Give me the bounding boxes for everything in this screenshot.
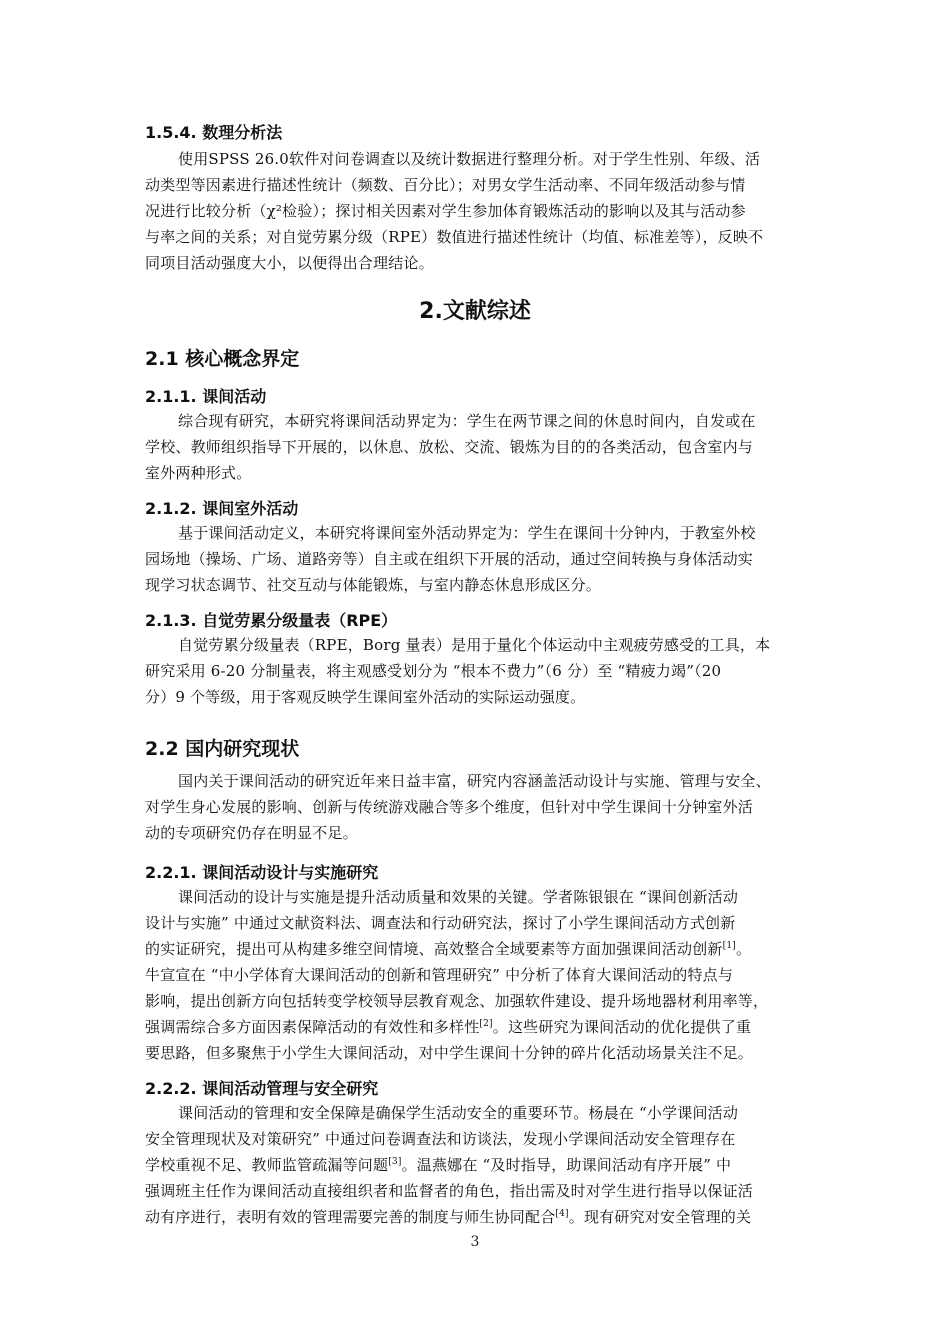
paragraph-line: 动的专项研究仍存在明显不足。	[145, 824, 358, 842]
paragraph-line: 课间活动的设计与实施是提升活动质量和效果的关键。学者陈银银在 “课间创新活动	[178, 888, 739, 906]
paragraph-text: 动有序进行，表明有效的管理需要完善的制度与师生协同配合	[145, 1208, 556, 1226]
section-heading-2-1-1: 2.1.1. 课间活动	[145, 387, 267, 406]
paragraph-line: 动类型等因素进行描述性统计（频数、百分比）；对男女学生活动率、不同年级活动参与情	[145, 176, 746, 194]
paragraph-line: 自觉劳累分级量表（RPE，Borg 量表）是用于量化个体运动中主观疲劳感受的工具，本	[178, 636, 771, 654]
chapter-title: 2.文献综述	[419, 299, 531, 324]
paragraph-line: 对学生身心发展的影响、创新与传统游戏融合等多个维度，但针对中学生课间十分钟室外活	[145, 798, 754, 816]
section-heading-2-1: 2.1 核心概念界定	[145, 348, 300, 370]
paragraph-line	[145, 938, 810, 959]
paragraph-text: 。	[735, 940, 752, 958]
paragraph-line: 牛宣宣在 “中小学体育大课间活动的创新和管理研究” 中分析了体育大课间活动的特点与	[145, 966, 734, 984]
page-number: 3	[470, 1234, 480, 1250]
paragraph-line	[145, 1154, 810, 1175]
paragraph-line: 现学习状态调节、社交互动与体能锻炼，与室内静态休息形成区分。	[145, 576, 602, 594]
paragraph-line: 学校、教师组织指导下开展的，以休息、放松、交流、锻炼为目的的各类活动，包含室内与	[145, 438, 754, 456]
paragraph-line: 基于课间活动定义，本研究将课间室外活动界定为：学生在课间十分钟内，于教室外校	[178, 524, 756, 542]
paragraph-line: 设计与实施” 中通过文献资料法、调查法和行动研究法，探讨了小学生课间活动方式创新	[145, 914, 736, 932]
paragraph-text: 。现有研究对安全管理的关	[568, 1208, 752, 1226]
section-heading-2-1-3: 2.1.3. 自觉劳累分级量表（RPE）	[145, 611, 398, 630]
paragraph-line: 与率之间的关系；对自觉劳累分级（RPE）数值进行描述性统计（均值、标准差等），反映不	[145, 228, 764, 246]
citation-ref-4[interactable]: [4]	[555, 1209, 569, 1219]
paragraph-text: 学校重视不足、教师监管疏漏等问题	[145, 1156, 389, 1174]
paragraph-text: 。这些研究为课间活动的优化提供了重	[492, 1018, 752, 1036]
paragraph-line: 同项目活动强度大小，以便得出合理结论。	[145, 254, 434, 272]
section-heading-2-2-2: 2.2.2. 课间活动管理与安全研究	[145, 1079, 379, 1098]
section-heading-1-5-4: 1.5.4. 数理分析法	[145, 123, 283, 142]
paragraph-text: 强调需综合多方面因素保障活动的有效性和多样性	[145, 1018, 480, 1036]
paragraph-line: 安全管理现状及对策研究” 中通过问卷调查法和访谈法，发现小学课间活动安全管理存在	[145, 1130, 736, 1148]
paragraph-line: 影响，提出创新方向包括转变学校领导层教育观念、加强软件建设、提升场地器材利用率等，	[145, 992, 769, 1010]
paragraph-line	[145, 1016, 810, 1037]
paragraph-line: 分）9 个等级，用于客观反映学生课间室外活动的实际运动强度。	[145, 688, 586, 706]
paragraph-text: 。温燕娜在 “及时指导，助课间活动有序开展” 中	[401, 1156, 732, 1174]
section-heading-2-1-2: 2.1.2. 课间室外活动	[145, 499, 299, 518]
paragraph-line: 况进行比较分析（χ²检验）；探讨相关因素对学生参加体育锻炼活动的影响以及其与活动参	[145, 202, 746, 220]
paragraph-line: 要思路，但多聚焦于小学生大课间活动，对中学生课间十分钟的碎片化活动场景关注不足。	[145, 1044, 754, 1062]
paragraph-line: 使用SPSS 26.0软件对问卷调查以及统计数据进行整理分析。对于学生性别、年级、活	[178, 150, 761, 168]
paragraph-line: 课间活动的管理和安全保障是确保学生活动安全的重要环节。杨晨在 “小学课间活动	[178, 1104, 739, 1122]
paragraph-line: 强调班主任作为课间活动直接组织者和监督者的角色，指出需及时对学生进行指导以保证活	[145, 1182, 754, 1200]
section-heading-2-2-1: 2.2.1. 课间活动设计与实施研究	[145, 863, 379, 882]
paragraph-line: 综合现有研究，本研究将课间活动界定为：学生在两节课之间的休息时间内，自发或在	[178, 412, 756, 430]
paragraph-text: 的实证研究，提出可从构建多维空间情境、高效整合全域要素等方面加强课间活动创新	[145, 940, 723, 958]
citation-ref-3[interactable]: [3]	[388, 1157, 402, 1167]
paragraph-line: 室外两种形式。	[145, 464, 252, 482]
citation-ref-2[interactable]: [2]	[479, 1019, 493, 1029]
paragraph-line: 研究采用 6-20 分制量表，将主观感受划分为 “根本不费力”（6 分）至 “精疲力竭”（20	[145, 662, 722, 680]
paragraph-line	[145, 1206, 810, 1227]
paragraph-line: 园场地（操场、广场、道路旁等）自主或在组织下开展的活动，通过空间转换与身体活动实	[145, 550, 754, 568]
paragraph-line: 国内关于课间活动的研究近年来日益丰富，研究内容涵盖活动设计与实施、管理与安全、	[178, 772, 771, 790]
section-heading-2-2: 2.2 国内研究现状	[145, 738, 300, 760]
citation-ref-1[interactable]: [1]	[722, 941, 736, 951]
